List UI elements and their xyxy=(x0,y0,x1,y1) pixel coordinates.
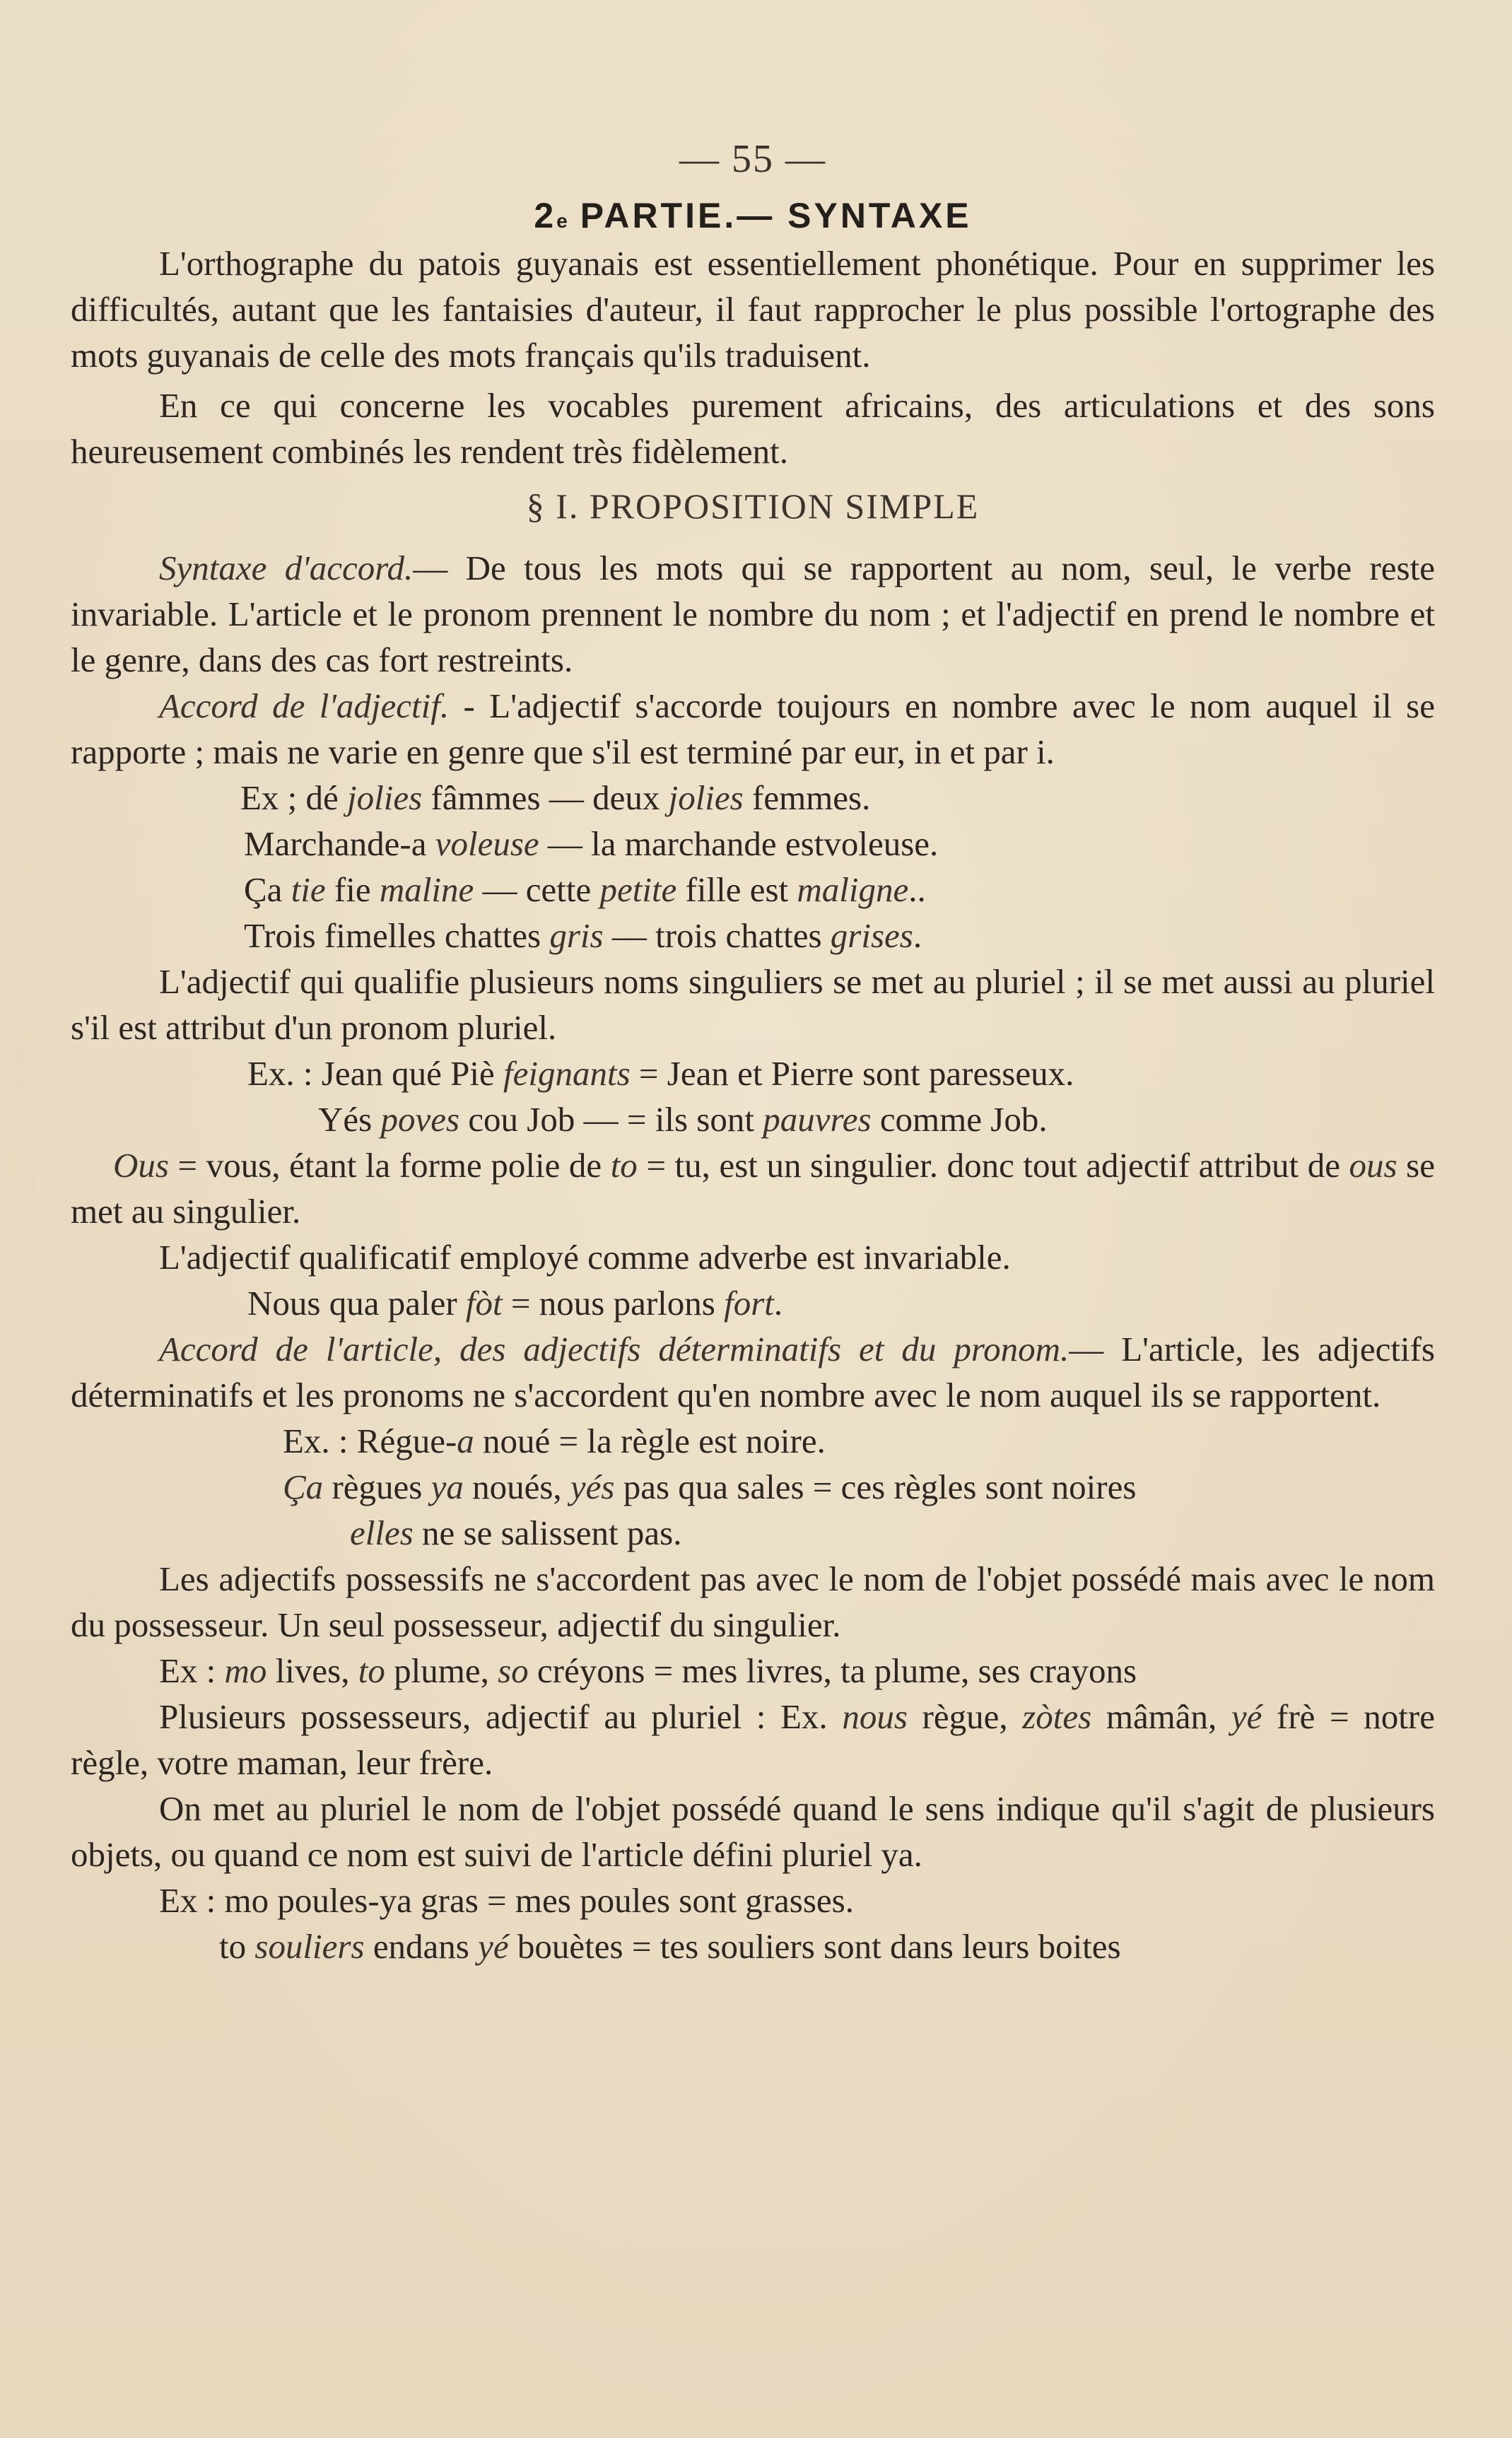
adverb-rule-paragraph: L'adjectif qualificatif employé comme adverbe est invariable. xyxy=(159,1238,1011,1277)
example-line xyxy=(71,821,1435,867)
example-italic: yé xyxy=(478,1927,509,1966)
syntaxe-accord-paragraph xyxy=(71,545,1435,683)
intro-paragraph-2: En ce qui concerne les vocables purement africains, des articulations et des sons heureusement combinés les rendent très fidèlement. xyxy=(71,386,1435,471)
example-italic: fort xyxy=(724,1284,774,1323)
to-word: to xyxy=(610,1146,638,1185)
example-italic: voleuse xyxy=(435,824,539,863)
example-text: Ça xyxy=(244,870,291,909)
example-italic: poves xyxy=(380,1100,460,1139)
example-line xyxy=(71,867,1435,913)
plural-possessors-paragraph xyxy=(71,1694,1435,1786)
possessive-rule-paragraph: Les adjectifs possessifs ne s'accordent pas avec le nom de l'objet possédé mais avec le nom du possesseur. Un seul possesseur, adjectif du singulier. xyxy=(71,1559,1435,1644)
ous-word: ous xyxy=(1349,1146,1397,1185)
example-text: fâmmes — deux xyxy=(422,778,669,817)
example-text: = nous parlons xyxy=(502,1284,725,1323)
example-line xyxy=(71,1510,1435,1556)
example-text: Ex : xyxy=(159,1651,225,1690)
example-italic: to xyxy=(358,1651,385,1690)
example-italic: maligne xyxy=(797,870,909,909)
example-text: Trois fimelles chattes xyxy=(244,916,550,955)
example-italic: fòt xyxy=(465,1284,503,1323)
example-text: comme Job. xyxy=(871,1100,1048,1139)
part-title-text: PARTIE.— SYNTAXE xyxy=(580,196,972,235)
ous-rule-text: = vous, étant la forme polie de xyxy=(168,1146,611,1185)
example-line xyxy=(71,1464,1435,1510)
example-line xyxy=(71,775,1435,821)
example-text: pas qua sales = ces règles sont noires xyxy=(614,1467,1137,1506)
plural-object-rule-paragraph: On met au pluriel le nom de l'objet possédé quand le sens indique qu'il s'agit de plusieurs objets, ou quand ce nom est suivi de l'article défini pluriel ya. xyxy=(71,1789,1435,1874)
ous-rule-text: se met au singulier. xyxy=(71,1146,1435,1231)
section-heading: § I. PROPOSITION SIMPLE xyxy=(526,486,980,526)
example-italic: jolies xyxy=(347,778,423,817)
example-text: Plusieurs possesseurs, adjectif au pluriel : Ex. xyxy=(159,1697,843,1736)
example-text: — la marchande estvoleuse. xyxy=(539,824,939,863)
example-text: Ex. : Jean qué Piè xyxy=(247,1054,503,1093)
example-text: femmes. xyxy=(743,778,871,817)
example-italic: pauvres xyxy=(763,1100,872,1139)
example-text: fie xyxy=(325,870,380,909)
example-text: Ex. : Régue- xyxy=(283,1422,457,1460)
example-text: Ex ; dé xyxy=(240,778,348,817)
example-line xyxy=(71,1923,1435,1969)
possessive-example xyxy=(71,1648,1435,1694)
plural-rule-paragraph: L'adjectif qui qualifie plusieurs noms singuliers se met au pluriel ; il se met aussi au pluriel s'il est attribut d'un pronom pluriel. xyxy=(71,962,1435,1047)
example-text: . xyxy=(773,1284,783,1323)
example-italic: a xyxy=(457,1422,474,1460)
example-text: Nous qua paler xyxy=(247,1284,466,1323)
example-text: . xyxy=(913,916,922,955)
accord-adjectif-text: - L'adjectif s'accorde toujours en nombre avec le nom auquel il se rapporte ; mais ne varie en genre que s'il est terminé par eur, in et par i. xyxy=(71,686,1435,771)
example-italic: feignants xyxy=(503,1054,631,1093)
example-text: Yés xyxy=(318,1100,381,1139)
example-line xyxy=(71,1418,1435,1464)
example-text: — trois chattes xyxy=(603,916,831,955)
example-text: to xyxy=(219,1927,255,1966)
example-italic: yés xyxy=(570,1467,615,1506)
example-text: ne se salissent pas. xyxy=(413,1513,682,1552)
page-content xyxy=(71,134,1435,1969)
example-italic: souliers xyxy=(254,1927,365,1966)
example-line xyxy=(71,913,1435,959)
example-line xyxy=(71,1280,1435,1326)
accord-adjectif-paragraph xyxy=(71,683,1435,775)
example-italic: zòtes xyxy=(1022,1697,1092,1736)
ous-word: Ous xyxy=(113,1146,169,1185)
example-italic: Ça xyxy=(283,1467,324,1506)
example-text: plume, xyxy=(385,1651,498,1690)
example-italic: maline xyxy=(379,870,474,909)
example-text: endans xyxy=(364,1927,479,1966)
ous-rule-text: = tu, est un singulier. donc tout adjectif attribut de xyxy=(637,1146,1349,1185)
example-line xyxy=(71,1050,1435,1096)
example-line xyxy=(71,1877,1435,1923)
example-text: Ex : mo poules-ya gras = mes poules sont grasses. xyxy=(159,1881,854,1920)
example-text: noué = la règle est noire. xyxy=(474,1422,826,1460)
example-text: règue, xyxy=(907,1697,1023,1736)
example-text: noués, xyxy=(463,1467,570,1506)
example-text: frè = notre règle, votre maman, leur frère. xyxy=(71,1697,1435,1782)
example-text: mâmân, xyxy=(1091,1697,1231,1736)
example-italic: yé xyxy=(1231,1697,1262,1736)
example-text: — cette xyxy=(474,870,600,909)
syntaxe-accord-label: Syntaxe d'accord. xyxy=(159,549,414,587)
example-text: lives, xyxy=(266,1651,358,1690)
example-text: = Jean et Pierre sont paresseux. xyxy=(630,1054,1074,1093)
example-italic: tie xyxy=(291,870,326,909)
part-number-suffix: e xyxy=(556,210,568,232)
example-line xyxy=(71,1096,1435,1142)
example-italic: mo xyxy=(224,1651,267,1690)
part-title xyxy=(71,191,1435,240)
example-italic: petite xyxy=(599,870,677,909)
example-italic: nous xyxy=(842,1697,908,1736)
accord-article-paragraph xyxy=(71,1326,1435,1418)
example-text: Marchande-a xyxy=(244,824,435,863)
example-text: .. xyxy=(908,870,926,909)
page-number: — 55 — xyxy=(679,137,826,181)
syntaxe-accord-text: — De tous les mots qui se rapportent au nom, seul, le verbe reste invariable. L'article et le pronom prennent le nombre du nom ; et l'adjectif en prend le nombre et le genre, dans des cas fort restreints. xyxy=(71,549,1435,679)
accord-adjectif-label: Accord de l'adjectif. xyxy=(159,686,450,725)
example-italic: gris xyxy=(549,916,604,955)
example-text: règues xyxy=(323,1467,431,1506)
example-text: créyons = mes livres, ta plume, ses crayons xyxy=(528,1651,1137,1690)
example-text: bouètes = tes souliers sont dans leurs boites xyxy=(508,1927,1121,1966)
example-text: cou Job — = ils sont xyxy=(459,1100,763,1139)
part-number: 2 xyxy=(534,196,557,235)
example-text: fille est xyxy=(676,870,797,909)
accord-article-label: Accord de l'article, des adjectifs déterminatifs et du pronom. xyxy=(159,1330,1069,1369)
example-italic: jolies xyxy=(668,778,744,817)
intro-paragraph-1: L'orthographe du patois guyanais est essentiellement phonétique. Pour en supprimer les difficultés, autant que les fantaisies d'auteur, il faut rapprocher le plus possible l'ortographe des mots guyanais de celle des mots français qu'ils traduisent. xyxy=(71,244,1435,375)
example-italic: elles xyxy=(350,1513,414,1552)
accord-article-text: — L'article, les adjectifs déterminatifs et les pronoms ne s'accordent qu'en nombre avec le nom auquel ils se rapportent. xyxy=(71,1330,1435,1414)
example-italic: grises xyxy=(830,916,913,955)
example-italic: so xyxy=(498,1651,529,1690)
ous-rule-paragraph xyxy=(71,1142,1435,1234)
example-italic: ya xyxy=(430,1467,464,1506)
